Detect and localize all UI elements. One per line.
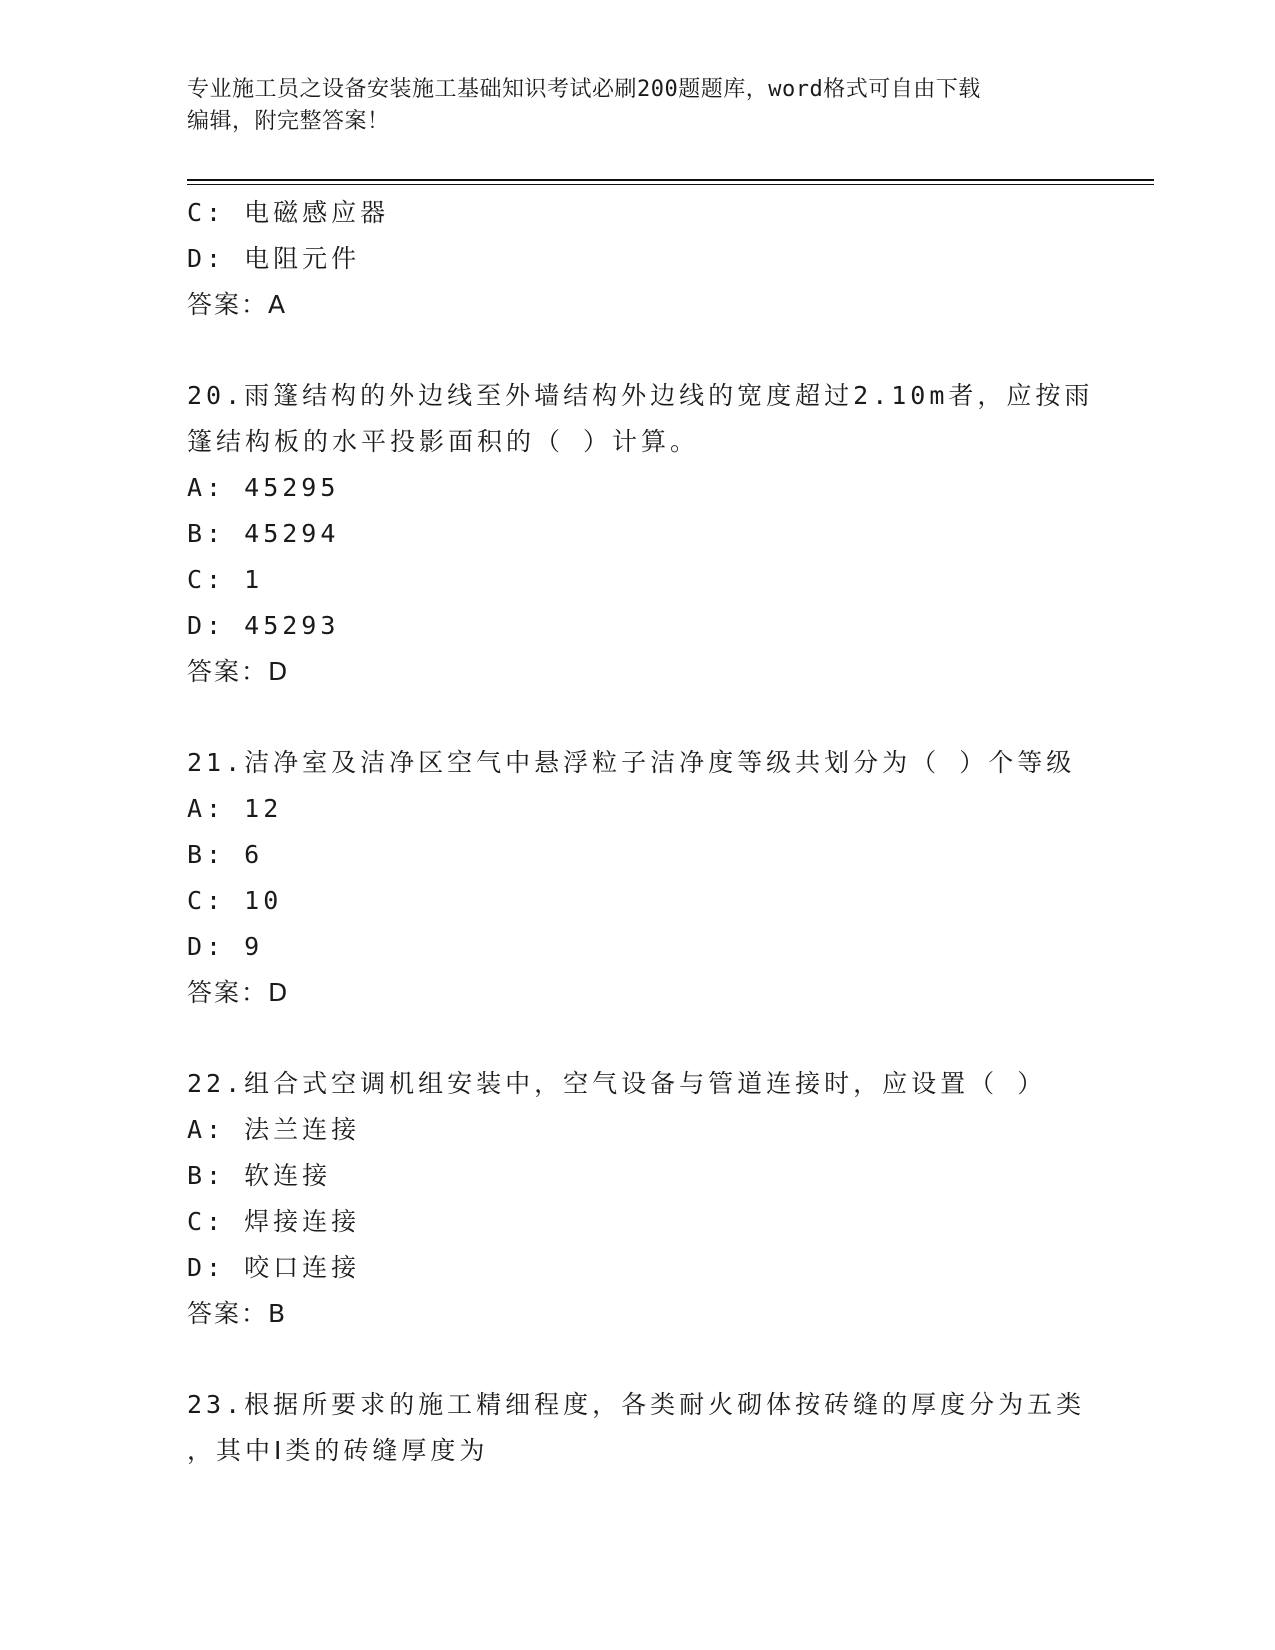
- option-c: C: 电磁感应器: [187, 198, 390, 227]
- option-c: C: 焊接连接: [187, 1207, 361, 1236]
- question-stem: ，其中Ⅰ类的砖缝厚度为: [187, 1436, 489, 1465]
- question-gap: [187, 328, 1087, 373]
- question-stem: 22.组合式空调机组安装中，空气设备与管道连接时，应设置（ ）: [187, 1069, 1047, 1098]
- option-d: D: 9: [187, 932, 264, 961]
- question-stem: 21.洁净室及洁净区空气中悬浮粒子洁净度等级共划分为（ ）个等级: [187, 748, 1076, 777]
- question-stem: 篷结构板的水平投影面积的（ ）计算。: [187, 427, 700, 456]
- question-19: [187, 190, 1087, 328]
- option-c: C: 1: [187, 565, 264, 594]
- header-rule-thin: [187, 184, 1154, 185]
- question-gap: [187, 695, 1087, 740]
- answer-line: 答案：A: [187, 290, 288, 319]
- option-a: A: 12: [187, 794, 283, 823]
- question-22: [187, 1061, 1087, 1337]
- option-c: C: 10: [187, 886, 283, 915]
- answer-line: 答案：B: [187, 1299, 288, 1328]
- header-line-2: 编辑，附完整答案！: [187, 109, 390, 134]
- question-gap: [187, 1337, 1087, 1382]
- option-a: A: 45295: [187, 473, 340, 502]
- option-b: B: 45294: [187, 519, 340, 548]
- question-20: [187, 373, 1094, 695]
- question-list: [187, 190, 1094, 1474]
- question-stem: 23.根据所要求的施工精细程度，各类耐火砌体按砖缝的厚度分为五类: [187, 1390, 1086, 1419]
- option-d: D: 45293: [187, 611, 340, 640]
- question-21: [187, 740, 1087, 1016]
- option-d: D: 电阻元件: [187, 244, 361, 273]
- header-line-1: 专业施工员之设备安装施工基础知识考试必刷200题题库，word格式可自由下载: [187, 77, 981, 102]
- question-gap: [187, 1016, 1087, 1061]
- option-b: B: 软连接: [187, 1161, 332, 1190]
- answer-line: 答案：D: [187, 978, 290, 1007]
- header-rule-thick: [187, 179, 1154, 181]
- question-stem: 20.雨篷结构的外边线至外墙结构外边线的宽度超过2.10m者，应按雨: [187, 381, 1094, 410]
- answer-line: 答案：D: [187, 657, 290, 686]
- option-d: D: 咬口连接: [187, 1253, 361, 1282]
- question-23: [187, 1382, 1087, 1474]
- option-b: B: 6: [187, 840, 264, 869]
- option-a: A: 法兰连接: [187, 1115, 361, 1144]
- document-header: [187, 74, 1087, 138]
